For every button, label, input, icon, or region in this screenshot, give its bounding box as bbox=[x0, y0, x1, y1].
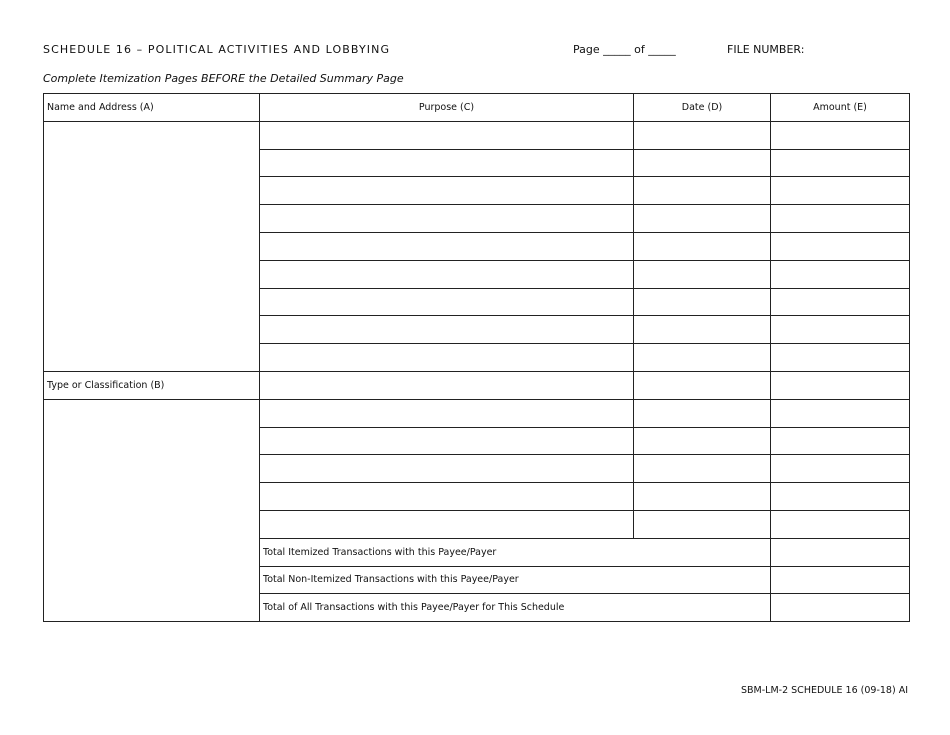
file-number-label: FILE NUMBER: bbox=[727, 43, 805, 56]
amount-cell[interactable] bbox=[771, 427, 910, 455]
amount-cell[interactable] bbox=[771, 205, 910, 233]
total-label: Total Itemized Transactions with this Payee/Payer bbox=[260, 538, 771, 566]
purpose-cell[interactable] bbox=[260, 483, 634, 511]
itemization-table bbox=[43, 93, 910, 622]
purpose-cell[interactable] bbox=[260, 427, 634, 455]
amount-cell[interactable] bbox=[771, 344, 910, 372]
date-cell[interactable] bbox=[634, 371, 771, 399]
schedule-title: SCHEDULE 16 – POLITICAL ACTIVITIES AND LOBBYING bbox=[43, 43, 391, 56]
amount-cell[interactable] bbox=[771, 483, 910, 511]
instruction-text: Complete Itemization Pages BEFORE the Detailed Summary Page bbox=[43, 72, 404, 85]
amount-cell[interactable] bbox=[771, 260, 910, 288]
purpose-cell[interactable] bbox=[260, 455, 634, 483]
purpose-cell[interactable] bbox=[260, 316, 634, 344]
purpose-cell[interactable] bbox=[260, 510, 634, 538]
amount-cell[interactable] bbox=[771, 510, 910, 538]
name-address-cell[interactable] bbox=[44, 121, 260, 371]
purpose-cell[interactable] bbox=[260, 399, 634, 427]
column-header-name-address: Name and Address (A) bbox=[44, 94, 260, 122]
header-row bbox=[44, 94, 910, 122]
amount-cell[interactable] bbox=[771, 399, 910, 427]
table-row bbox=[44, 371, 910, 399]
purpose-cell[interactable] bbox=[260, 371, 634, 399]
purpose-cell[interactable] bbox=[260, 288, 634, 316]
date-cell[interactable] bbox=[634, 510, 771, 538]
type-classification-label: Type or Classification (B) bbox=[44, 371, 260, 399]
date-cell[interactable] bbox=[634, 288, 771, 316]
date-cell[interactable] bbox=[634, 427, 771, 455]
purpose-cell[interactable] bbox=[260, 344, 634, 372]
table-row bbox=[44, 399, 910, 427]
date-cell[interactable] bbox=[634, 316, 771, 344]
page-number-field[interactable]: Page _____ of _____ bbox=[573, 43, 676, 56]
amount-cell[interactable] bbox=[771, 121, 910, 149]
amount-cell[interactable] bbox=[771, 177, 910, 205]
column-header-purpose: Purpose (C) bbox=[260, 94, 634, 122]
amount-cell[interactable] bbox=[771, 371, 910, 399]
total-amount-cell[interactable] bbox=[771, 594, 910, 622]
total-label: Total of All Transactions with this Payee/Payer for This Schedule bbox=[260, 594, 771, 622]
type-classification-cell[interactable] bbox=[44, 399, 260, 621]
date-cell[interactable] bbox=[634, 205, 771, 233]
date-cell[interactable] bbox=[634, 121, 771, 149]
column-header-date: Date (D) bbox=[634, 94, 771, 122]
date-cell[interactable] bbox=[634, 455, 771, 483]
date-cell[interactable] bbox=[634, 149, 771, 177]
total-label: Total Non-Itemized Transactions with this Payee/Payer bbox=[260, 566, 771, 594]
purpose-cell[interactable] bbox=[260, 149, 634, 177]
purpose-cell[interactable] bbox=[260, 205, 634, 233]
date-cell[interactable] bbox=[634, 232, 771, 260]
column-header-amount: Amount (E) bbox=[771, 94, 910, 122]
purpose-cell[interactable] bbox=[260, 232, 634, 260]
date-cell[interactable] bbox=[634, 177, 771, 205]
amount-cell[interactable] bbox=[771, 316, 910, 344]
total-amount-cell[interactable] bbox=[771, 566, 910, 594]
form-id: SBM-LM-2 SCHEDULE 16 (09-18) AI bbox=[741, 685, 908, 696]
purpose-cell[interactable] bbox=[260, 260, 634, 288]
purpose-cell[interactable] bbox=[260, 121, 634, 149]
table-row bbox=[44, 121, 910, 149]
amount-cell[interactable] bbox=[771, 149, 910, 177]
amount-cell[interactable] bbox=[771, 455, 910, 483]
date-cell[interactable] bbox=[634, 483, 771, 511]
date-cell[interactable] bbox=[634, 344, 771, 372]
total-amount-cell[interactable] bbox=[771, 538, 910, 566]
purpose-cell[interactable] bbox=[260, 177, 634, 205]
amount-cell[interactable] bbox=[771, 232, 910, 260]
amount-cell[interactable] bbox=[771, 288, 910, 316]
date-cell[interactable] bbox=[634, 260, 771, 288]
date-cell[interactable] bbox=[634, 399, 771, 427]
